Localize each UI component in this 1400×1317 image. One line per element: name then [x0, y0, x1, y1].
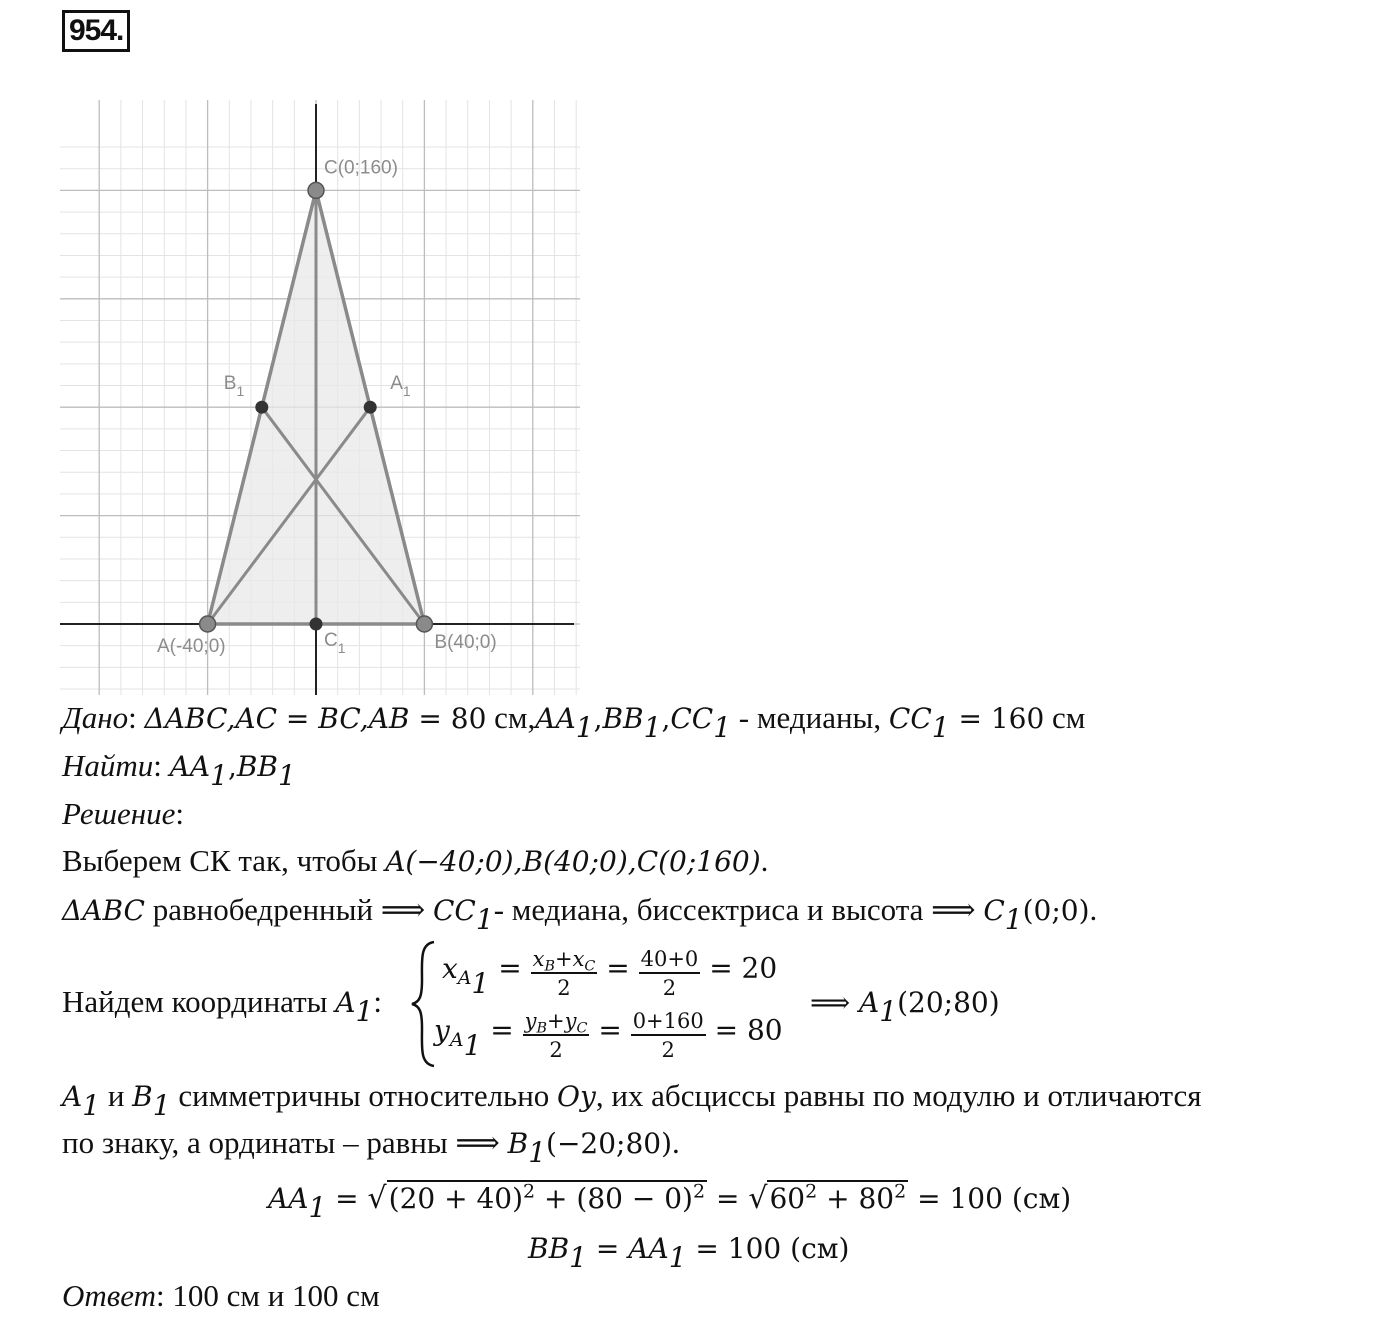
- y-result: = 80: [705, 1013, 783, 1047]
- label-c: C(0;160): [324, 157, 398, 179]
- point-a1: [364, 401, 377, 414]
- f2-mid: $AA_1$: [628, 1232, 687, 1274]
- line1-end: .: [760, 843, 769, 878]
- f2-eq: =: [586, 1232, 629, 1265]
- label-c1: $C_1$: [324, 630, 346, 656]
- f1-unit: (см): [1011, 1182, 1072, 1215]
- f1-eq3: = 100: [908, 1182, 1012, 1215]
- given-cc: $CC_1$: [670, 702, 732, 744]
- sym-b1-coords: (−20;80): [546, 1127, 673, 1160]
- given-unit2: см: [1044, 700, 1086, 735]
- line2-c1: $C_1$: [983, 894, 1023, 936]
- line2-end: .: [1089, 892, 1098, 927]
- answer-text: 100 см и 100 см: [172, 1278, 380, 1313]
- sym-text1: симметричны относительно: [170, 1078, 558, 1113]
- given-bb: $BB_1$: [602, 702, 662, 744]
- y-frac1: $\frac{y_B+y_C}{2}$: [524, 1009, 588, 1062]
- point-b: [416, 616, 432, 632]
- answer-colon: :: [155, 1278, 173, 1313]
- x-frac1: $\frac{x_B+x_C}{2}$: [532, 947, 596, 1000]
- f1-eq1: =: [326, 1182, 368, 1215]
- sym-b1: $B_1$: [132, 1080, 171, 1122]
- f2-unit: (см): [790, 1232, 850, 1265]
- x-a1: $x_{A_1}$: [442, 951, 490, 1000]
- system-result-arrow: ⟹: [810, 986, 860, 1019]
- solution-label-line: [62, 794, 184, 834]
- sqrt-icon: √: [367, 1181, 387, 1216]
- line1-text: Выберем СК так, чтобы: [62, 843, 386, 878]
- label-a: A(-40;0): [156, 636, 226, 657]
- label-a1: $A_1$: [390, 373, 411, 400]
- y-eq2: =: [589, 1013, 631, 1047]
- y-a1: $y_{A_1}$: [434, 1013, 482, 1062]
- find-label: Найти: [62, 748, 154, 783]
- given-comma2: ,: [661, 702, 671, 735]
- find-colon: :: [153, 748, 170, 783]
- given-aa: $AA_1$: [535, 702, 594, 744]
- solution-colon: :: [175, 796, 184, 831]
- sym-oy: Oy: [557, 1080, 596, 1113]
- point-b1: [255, 401, 268, 414]
- given-colon: :: [128, 700, 137, 735]
- solution-line-2: [62, 890, 1098, 936]
- answer-line: [62, 1276, 380, 1316]
- system-lead-colon: :: [373, 984, 382, 1019]
- point-a: [200, 616, 216, 632]
- system-lead-text: Найдем координаты: [62, 984, 336, 1019]
- sym-and: и: [100, 1078, 133, 1113]
- sqrt-icon: √: [748, 1181, 768, 1216]
- given-cc1-value: 160: [990, 702, 1045, 735]
- given-triangle: ΔABC,AC: [144, 702, 277, 735]
- given-comma1: ,: [593, 702, 603, 735]
- sym-b1-result: $B_1$: [507, 1127, 547, 1169]
- find-comma: ,: [227, 750, 237, 783]
- symmetry-line-1: [62, 1076, 1202, 1122]
- find-aa: $AA_1$: [169, 750, 228, 792]
- x-result: = 20: [700, 951, 778, 985]
- symmetry-line-2: [62, 1123, 680, 1169]
- f1-radicand-1: $(20 + 40)^2 + (80 - 0)^2$: [388, 1180, 706, 1215]
- coordinates-system: [62, 940, 1062, 1070]
- solution-label: Решение: [62, 796, 176, 831]
- x-frac2: $\frac{40+0}{2}$: [640, 947, 699, 1000]
- sym-line2-text: по знаку, а ординаты – равны ⟹: [62, 1125, 508, 1160]
- sym-text2: , их абсциссы равны по модулю и отличаются: [595, 1078, 1202, 1113]
- system-result-var: $A_1$: [859, 986, 898, 1028]
- x-eq2: =: [597, 951, 639, 985]
- y-frac2: $\frac{0+160}{2}$: [632, 1009, 704, 1062]
- given-eq2: =: [409, 702, 451, 735]
- label-b1: $B_1$: [223, 373, 245, 400]
- line2-triangle: ΔABC: [62, 894, 145, 927]
- find-line: [62, 746, 296, 792]
- formula-bb1: [528, 1228, 850, 1274]
- given-cc1: $CC_1$: [888, 702, 950, 744]
- given-unit1: см,: [486, 700, 536, 735]
- coordinate-figure: [60, 100, 580, 695]
- f1-eq2: =: [707, 1182, 749, 1215]
- given-eq1: =: [277, 702, 319, 735]
- system-lead: [62, 982, 382, 1028]
- f1-lhs: $AA_1$: [268, 1182, 327, 1224]
- given-line: [62, 698, 1086, 744]
- line2-text1: равнобедренный ⟹: [144, 892, 433, 927]
- sym-a1: $A_1$: [62, 1080, 101, 1122]
- system-lead-var: $A_1$: [335, 986, 374, 1028]
- point-c1: [310, 618, 323, 631]
- given-label: Дано: [62, 700, 129, 735]
- given-medians-text: - медианы,: [731, 700, 889, 735]
- line2-c1-coords: (0;0): [1022, 894, 1090, 927]
- system-row-x: [442, 946, 777, 1002]
- f2-eq2: = 100: [686, 1232, 791, 1265]
- given-ab-value: 80: [450, 702, 487, 735]
- solution-line-1: [62, 841, 768, 882]
- system-row-y: [434, 1008, 783, 1064]
- f2-lhs: $BB_1$: [528, 1232, 587, 1274]
- given-bc-ab: BC,AB: [318, 702, 410, 735]
- x-eq1: =: [489, 951, 531, 985]
- line1-math: A(−40;0),B(40;0),C(0;160): [385, 845, 761, 878]
- sym-end: .: [672, 1125, 680, 1160]
- system-result: [810, 982, 1000, 1028]
- answer-label: Ответ: [62, 1278, 156, 1313]
- problem-number: 954.: [62, 10, 130, 52]
- line2-text2: - медиана, биссектриса и высота ⟹: [493, 892, 984, 927]
- point-c: [308, 182, 324, 198]
- line2-cc1: $CC_1$: [433, 894, 494, 936]
- y-eq1: =: [481, 1013, 523, 1047]
- f1-radicand-2: $60^2 + 80^2$: [769, 1180, 907, 1215]
- find-bb: $BB_1$: [236, 750, 296, 792]
- given-eq3: =: [949, 702, 991, 735]
- formula-aa1: [268, 1178, 1072, 1224]
- label-b: B(40;0): [434, 632, 497, 653]
- system-result-coords: (20;80): [897, 986, 1000, 1019]
